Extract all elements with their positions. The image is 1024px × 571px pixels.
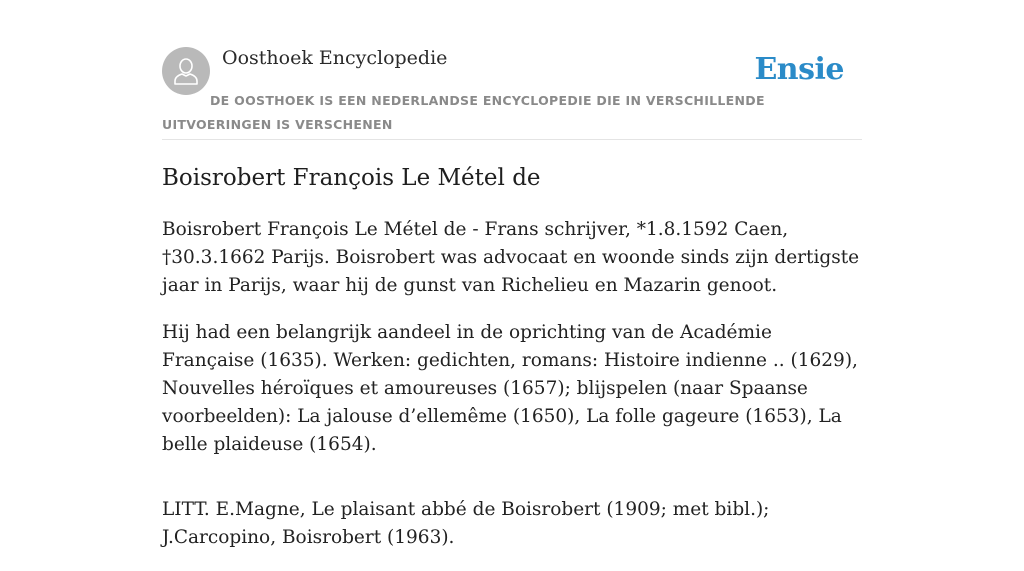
page-title: Boisrobert François Le Métel de [162,165,541,191]
site-header [162,0,862,140]
page-container [162,0,862,548]
site-name[interactable]: Oosthoek Encyclopedie [222,47,448,69]
avatar[interactable] [162,47,210,95]
user-avatar-icon [162,47,210,95]
literature-reference: LITT. E.Magne, Le plaisant abbé de Boisrobert (1909; met bibl.); J.Carcopino, Boisrobert (1963). [162,499,770,548]
brand-logo[interactable]: Ensie [754,52,844,87]
article-paragraph: Hij had een belangrijk aandeel in de oprichting van de Académie Française (1635). Werken: gedichten, romans: Histoire indienne .. (1629), Nouvelles héroïques et amoureuses (1657); blijspelen (naar Spaanse voorbeelden): La jalouse d’ellemême (1650), La folle gageure (1653), La belle plaideuse (1654). [162,322,858,455]
article-paragraph: Boisrobert François Le Métel de - Frans schrijver, *1.8.1592 Caen, †30.3.1662 Parijs. Boisrobert was advocaat en woonde sinds zijn dertigste jaar in Parijs, waar hij de gunst van Richelieu en Mazarin genoot. [162,219,860,296]
article-body [162,216,862,571]
site-tagline: DE OOSTHOEK IS EEN NEDERLANDSE ENCYCLOPEDIE DIE IN VERSCHILLENDE UITVOERINGEN IS VERSCHENEN [162,93,765,132]
